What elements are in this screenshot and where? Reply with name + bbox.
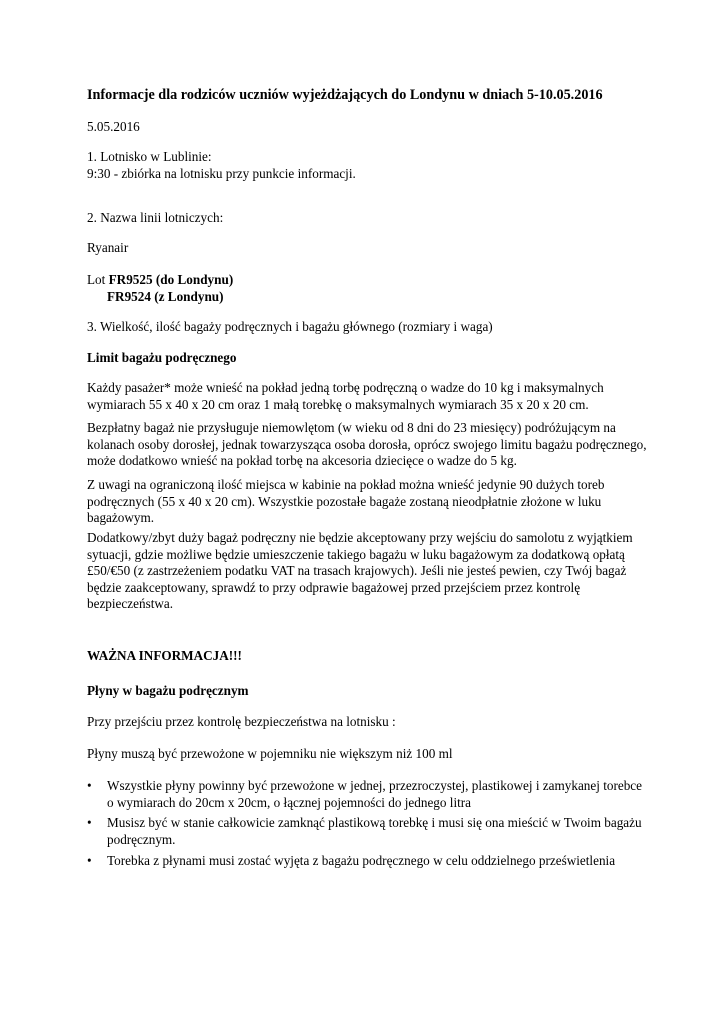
important-heading: WAŻNA INFORMACJA!!! xyxy=(87,648,242,663)
paragraph-cabin-space: Z uwagi na ograniczoną ilość miejsca w kabinie na pokład można wnieść jedynie 90 dużych toreb podręcznych (55 x 40 x 20 cm). Wszystkie pozostałe bagaże zostaną nieodpłatnie złożone w luku bagażowym. xyxy=(87,477,605,525)
section-airport-heading: 1. Lotnisko w Lublinie: xyxy=(87,149,212,164)
section-airline-heading: 2. Nazwa linii lotniczych: xyxy=(87,210,224,225)
list-item xyxy=(87,815,647,848)
list-item-text: Musisz być w stanie całkowicie zamknąć plastikową torebkę i musi się ona mieścić w Twoim bagażu podręcznym. xyxy=(107,815,642,847)
list-item-text: Wszystkie płyny powinny być przewożone w jednej, przezroczystej, plastikowej i zamykanej torebce o wymiarach do 20cm x 20cm, o łącznej pojemności do jednego litra xyxy=(107,778,643,810)
flight-numbers xyxy=(87,272,647,305)
paragraph-oversize: Dodatkowy/zbyt duży bagaż podręczny nie będzie akceptowany przy wejściu do samolotu z wyjątkiem sytuacji, gdzie możliwe będzie umieszczenie takiego bagażu w luku bagażowym za dodatkową opłatą £50/€50 (z zastrzeżeniem podatku VAT na trasach krajowych). Jeśli nie jesteś pewien, czy Twój bagaż będzie zaakceptowany, sprawdź to przy odprawie bagażowej przed przejściem przez kontrolę bezpieczeństwa. xyxy=(87,530,633,611)
flight-back: FR9524 (z Londynu) xyxy=(107,288,224,304)
list-item-text: Torebka z płynami musi zostać wyjęta z bagażu podręcznego w celu oddzielnego prześwietlenia xyxy=(107,853,616,868)
security-intro: Przy przejściu przez kontrolę bezpieczeństwa na lotnisku : xyxy=(87,714,396,729)
paragraph-limit: Każdy pasażer* może wnieść na pokład jedną torbę podręczną o wadze do 10 kg i maksymalnych wymiarach 55 x 40 x 20 cm oraz 1 małą torebkę o maksymalnych wymiarach 35 x 20 x 20 cm. xyxy=(87,380,604,412)
liquids-heading: Płyny w bagażu podręcznym xyxy=(87,683,249,698)
flight-prefix: Lot xyxy=(87,272,109,287)
bullet-marker: • xyxy=(87,853,92,868)
section-baggage-heading: 3. Wielkość, ilość bagaży podręcznych i bagażu głównego (rozmiary i waga) xyxy=(87,319,493,334)
document-title: Informacje dla rodziców uczniów wyjeżdżających do Londynu w dniach 5-10.05.2016 xyxy=(87,87,603,103)
section-airport xyxy=(87,149,647,182)
list-item xyxy=(87,778,647,811)
bullet-marker: • xyxy=(87,815,92,830)
list-item xyxy=(87,853,647,870)
paragraph-infants: Bezpłatny bagaż nie przysługuje niemowlętom (w wieku od 8 dni do 23 miesięcy) podróżującym na kolanach osoby dorosłej, jednak towarzysząca osoba dorosła, oprócz swojego limitu bagażu podręcznego, może dodatkowo wnieść na pokład torbę na akcesoria dziecięce o wadze do 5 kg. xyxy=(87,420,647,468)
bullet-marker: • xyxy=(87,778,92,793)
document-date: 5.05.2016 xyxy=(87,119,140,134)
limit-heading: Limit bagażu podręcznego xyxy=(87,350,237,365)
flight-out-line xyxy=(87,272,647,289)
section-airport-text: 9:30 - zbiórka na lotnisku przy punkcie informacji. xyxy=(87,165,356,181)
flight-out: FR9525 (do Londynu) xyxy=(108,272,234,287)
liquids-rule: Płyny muszą być przewożone w pojemniku nie większym niż 100 ml xyxy=(87,746,453,761)
airline-name: Ryanair xyxy=(87,240,129,255)
